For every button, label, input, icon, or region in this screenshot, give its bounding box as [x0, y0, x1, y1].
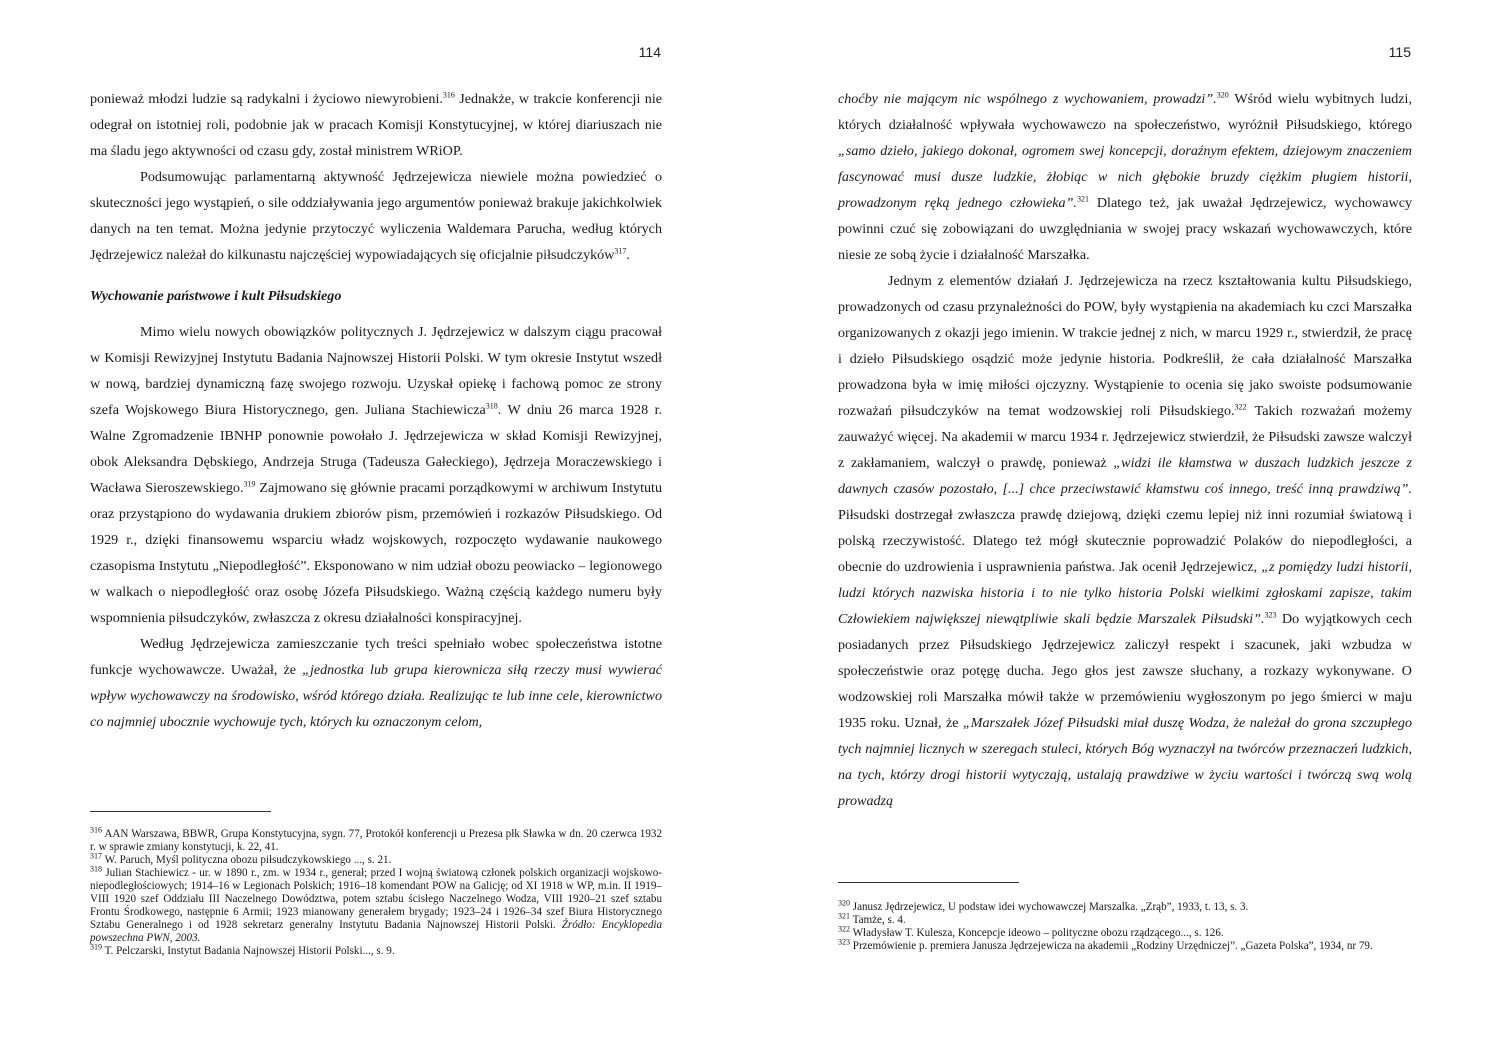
- footnote-ref[interactable]: 320: [1216, 90, 1229, 100]
- section-heading: Wychowanie państwowe i kult Piłsudskiego: [90, 288, 342, 304]
- paragraph: Mimo wielu nowych obowiązków politycznych J. Jędrzejewicz w dalszym ciągu pracował w Komisji Rewizyjnej Instytutu Badania Najnowszej Historii Polski. W tym okresie Instytut wszedł w nową, bardziej dynamiczną fazę swojego rozwoju. Uzyskał opiekę i fachową pomoc ze strony szefa Wojskowego Biura Historycznego, gen. Juliana Stachiewicza$^{318}$. W dniu 26 marca 1928 r. Walne Zgromadzenie IBNHP ponownie powołało J. Jędrzejewicza w skład Komisji Rewizyjnej, obok Aleksandra Dębskiego, Andrzeja Struga (Tadeusza Gałeckiego), Jędrzeja Moraczewskiego i Wacława Sieroszewskiego.$^{319}$ Zajmowano się głównie pracami porządkowymi w archiwum Instytutu oraz przystąpiono do wydawania drukiem zbiorów pism, przemówień i rozkazów Piłsudskiego. Od 1929 r., dzięki finansowemu wsparciu władz wojskowych, rozpoczęto wydawanie naukowego czasopisma Instytutu „Niepodległość”. Eksponowano w nim udział obozu peowiacko – legionowego w walkach o niepodległość oraz osobę Józefa Piłsudskiego. Ważną częścią każdego numeru były wspomnienia piłsudczyków, zwłaszcza z okresu działalności konspiracyjnej.: [90, 324, 663, 626]
- right-page: [750, 0, 1500, 1062]
- page-body: [90, 86, 662, 735]
- quote: „Marszałek Józef Piłsudski miał duszę Wodza, że należał do grona szczupłego tych najmniej licznych w szeregach stuleci, których Bóg wyznaczył na twórców przeznaczeń ludzkich, na tych, którzy drogi historii wytyczają, ustalają prawdziwe w życiu wartości i twórczą swą wolą prowadzą: [838, 715, 1412, 809]
- footnote-ref[interactable]: 322: [1234, 402, 1247, 412]
- footnote-ref[interactable]: 316: [442, 90, 455, 100]
- footnote-divider: [838, 882, 1019, 883]
- page-number: 114: [638, 44, 661, 60]
- footnote: $^{316}$ AAN Warszawa, BBWR, Grupa Konstytucyjna, sygn. 77, Protokół konferencji u Prezesa płk Sławka w dn. 20 czerwca 1932 r. w sprawie zmiany konstytucji, k. 22, 41.: [90, 825, 662, 853]
- quote: „widzi ile kłamstwa w duszach ludzkich jeszcze z dawnych czasów pozostało, [...] chce przeciwstawić kłamstwu coś innego, treść inną prawdziwą”.: [838, 455, 1412, 497]
- paragraph: choćby nie mającym nic wspólnego z wychowaniem, prowadzi”.$^{320}$ Wśród wielu wybitnych ludzi, których działalność wpływała wychowawczo na społeczeństwo, wyróżnił Piłsudskiego, którego „samo dzieło, jakiego dokonał, ogromem swej koncepcji, doraźnym efektem, dziejowym znaczeniem fascynować musi dusze ludzkie, żłobiąc w nich głębokie bruzdy ciężkim pługiem historii, prowadzonym ręką jednego człowieka”.$^{321}$ Dlatego też, jak uważał Jędrzejewicz, wychowawcy powinni czuć się zobowiązani do uwzględniania w swojej pracy wskazań wychowawczych, które niesie ze sobą życie i działalność Marszałka.: [838, 90, 1412, 263]
- paragraph: ponieważ młodzi ludzie są radykalni i życiowo niewyrobieni.$^{316}$ Jednakże, w trakcie konferencji nie odegrał on istotniej roli, podobnie jak w pracach Komisji Konstytucyjnej, w której diariuszach nie ma śladu jego aktywności od czasu gdy, został ministrem WRiOP.: [90, 90, 662, 159]
- footnote-ref[interactable]: 318: [485, 401, 498, 411]
- footnote-divider: [90, 811, 271, 812]
- quote: „jednostka lub grupa kierownicza siłą rzeczy musi wywierać wpływ wychowawczy na środowisko, wśród którego działa. Realizując te lub inne cele, kierownictwo co najmniej ubocznie wychowuje tych, których ku oznaczonym celom,: [90, 662, 663, 730]
- paragraph: Podsumowując parlamentarną aktywność Jędrzejewicza niewiele można powiedzieć o skuteczności jego wystąpień, o sile oddziaływania jego argumentów ponieważ brakuje jakichkolwiek danych na ten temat. Można jedynie przytoczyć wyliczenia Waldemara Parucha, według których Jędrzejewicz należał do kilkunastu najczęściej wypowiadających się oficjalnie piłsudczyków$^{317}$.: [90, 169, 662, 263]
- footnotes: [838, 898, 1412, 953]
- footnote: $^{320}$ Janusz Jędrzejewicz, U podstaw idei wychowawczej Marszalka. „Zrąb”, 1933, t. 13, s. 3.: [838, 898, 1249, 913]
- quote: „z pomiędzy ludzi historii, ludzi których nazwiska historia i to nie tylko historia Polski wielkimi zgłoskami zapisze, takim Człowiekiem największej niewątpliwie skali będzie Marszalek Piłsudski”.: [838, 559, 1412, 627]
- footnotes: [90, 825, 662, 958]
- page-body: [838, 86, 1412, 814]
- footnote: $^{317}$ W. Paruch, Myśl polityczna obozu piłsudczykowskiego ..., s. 21.: [90, 851, 392, 866]
- footnote-ref[interactable]: 323: [1264, 610, 1277, 620]
- footnote-ref[interactable]: 321: [1076, 194, 1089, 204]
- footnote: $^{322}$ Władysław T. Kulesza, Koncepcje ideowo – polityczne obozu rządzącego..., s. 126.: [838, 924, 1224, 939]
- footnote-ref[interactable]: 319: [243, 479, 256, 489]
- footnote-ref[interactable]: 317: [614, 246, 627, 256]
- paragraph: Według Jędrzejewicza zamieszczanie tych treści spełniało wobec społeczeństwa istotne funkcje wychowawcze. Uważał, że „jednostka lub grupa kierownicza siłą rzeczy musi wywierać wpływ wychowawczy na środowisko, wśród którego działa. Realizując te lub inne cele, kierownictwo co najmniej ubocznie wychowuje tych, których ku oznaczonym celom,: [90, 636, 663, 730]
- page-number: 115: [1388, 44, 1411, 60]
- paragraph: Jednym z elementów działań J. Jędrzejewicza na rzecz kształtowania kultu Piłsudskiego, prowadzonych od czasu przynależności do POW, były wystąpienia na akademiach ku czci Marszałka organizowanych z okazji jego imienin. W trakcie jednej z nich, w marcu 1929 r., stwierdził, że pracę i dzieło Piłsudskiego osądzić może jedynie historia. Podkreślił, że cała działalność Marszałka prowadzona była w imię miłości ojczyzny. Wystąpienie to ocenia się jako swoiste podsumowanie rozważań piłsudczyków na temat wodzowskiej roli Piłsudskiego.$^{322}$ Takich rozważań możemy zauważyć więcej. Na akademii w marcu 1934 r. Jędrzejewicz stwierdził, że Piłsudski zawsze walczył z zakłamaniem, walczył o prawdę, ponieważ „widzi ile kłamstwa w duszach ludzkich jeszcze z dawnych czasów pozostało, [...] chce przeciwstawić kłamstwu coś innego, treść inną prawdziwą”. Piłsudski dostrzegał zwłaszcza prawdę dziejową, dzięki czemu lepiej niż inni rozumiał światową i polską rzeczywistość. Dlatego też mógł skutecznie poprowadzić Polaków do niepodległości, a obecnie do uzdrowienia i usprawnienia państwa. Jak ocenił Jędrzejewicz, „z pomiędzy ludzi historii, ludzi których nazwiska historia i to nie tylko historia Polski wielkimi zgłoskami zapisze, takim Człowiekiem największej niewątpliwie skali będzie Marszalek Piłsudski”.$^{323}$ Do wyjątkowych cech posiadanych przez Piłsudskiego Jędrzejewicz zaliczył respekt i szacunek, jaki wzbudza w społeczeństwie oraz potęgę ducha. Jego głos jest zawsze słuchany, a rozkazy wykonywane. O wodzowskiej roli Marszałka mówił także w przemówieniu wygłoszonym po jego śmierci w maju 1935 roku. Uznał, że „Marszałek Józef Piłsudski miał duszę Wodza, że należał do grona szczupłego tych najmniej licznych w szeregach stuleci, których Bóg wyznaczył na twórców przeznaczeń ludzkich, na tych, którzy drogi historii wytyczają, ustalają prawdziwe w życiu wartości i twórczą swą wolą prowadzą: [838, 273, 1412, 809]
- footnote: $^{321}$ Tamże, s. 4.: [838, 911, 906, 926]
- footnote: $^{318}$ Julian Stachiewicz - ur. w 1890 r., zm. w 1934 r., generał; przed I wojną światową członek polskich organizacji wojskowo-niepodległościowych; 1914–16 w Legionach Polskich; 1916–18 komendant POW na Galicję; od XI 1918 w WP, m.in. II 1919–VIII 1920 szef Oddziału III Naczelnego Dowództwa, potem sztabu ścisłego Naczelnego Wodza, VIII 1920–21 szef sztabu Frontu Środkowego, następnie 6 Armii; 1923 mianowany generałem brygady; 1923–24 i 1926–34 szef Biura Historycznego Sztabu Generalnego i od 1928 sekretarz generalny Instytutu Badania Najnowszej Historii Polski. Źródło: Encyklopedia powszechna PWN, 2003.: [90, 864, 662, 944]
- quote: „samo dzieło, jakiego dokonał, ogromem swej koncepcji, doraźnym efektem, dziejowym znaczeniem fascynować musi dusze ludzkie, żłobiąc w nich głębokie bruzdy ciężkim pługiem historii, prowadzonym ręką jednego człowieka”.: [838, 143, 1412, 211]
- footnote: $^{319}$ T. Pelczarski, Instytut Badania Najnowszej Historii Polski..., s. 9.: [90, 942, 395, 957]
- footnote: $^{323}$ Przemówienie p. premiera Janusza Jędrzejewicza na akademii „Rodziny Urzędniczej”. „Gazeta Polska”, 1934, nr 79.: [838, 937, 1373, 952]
